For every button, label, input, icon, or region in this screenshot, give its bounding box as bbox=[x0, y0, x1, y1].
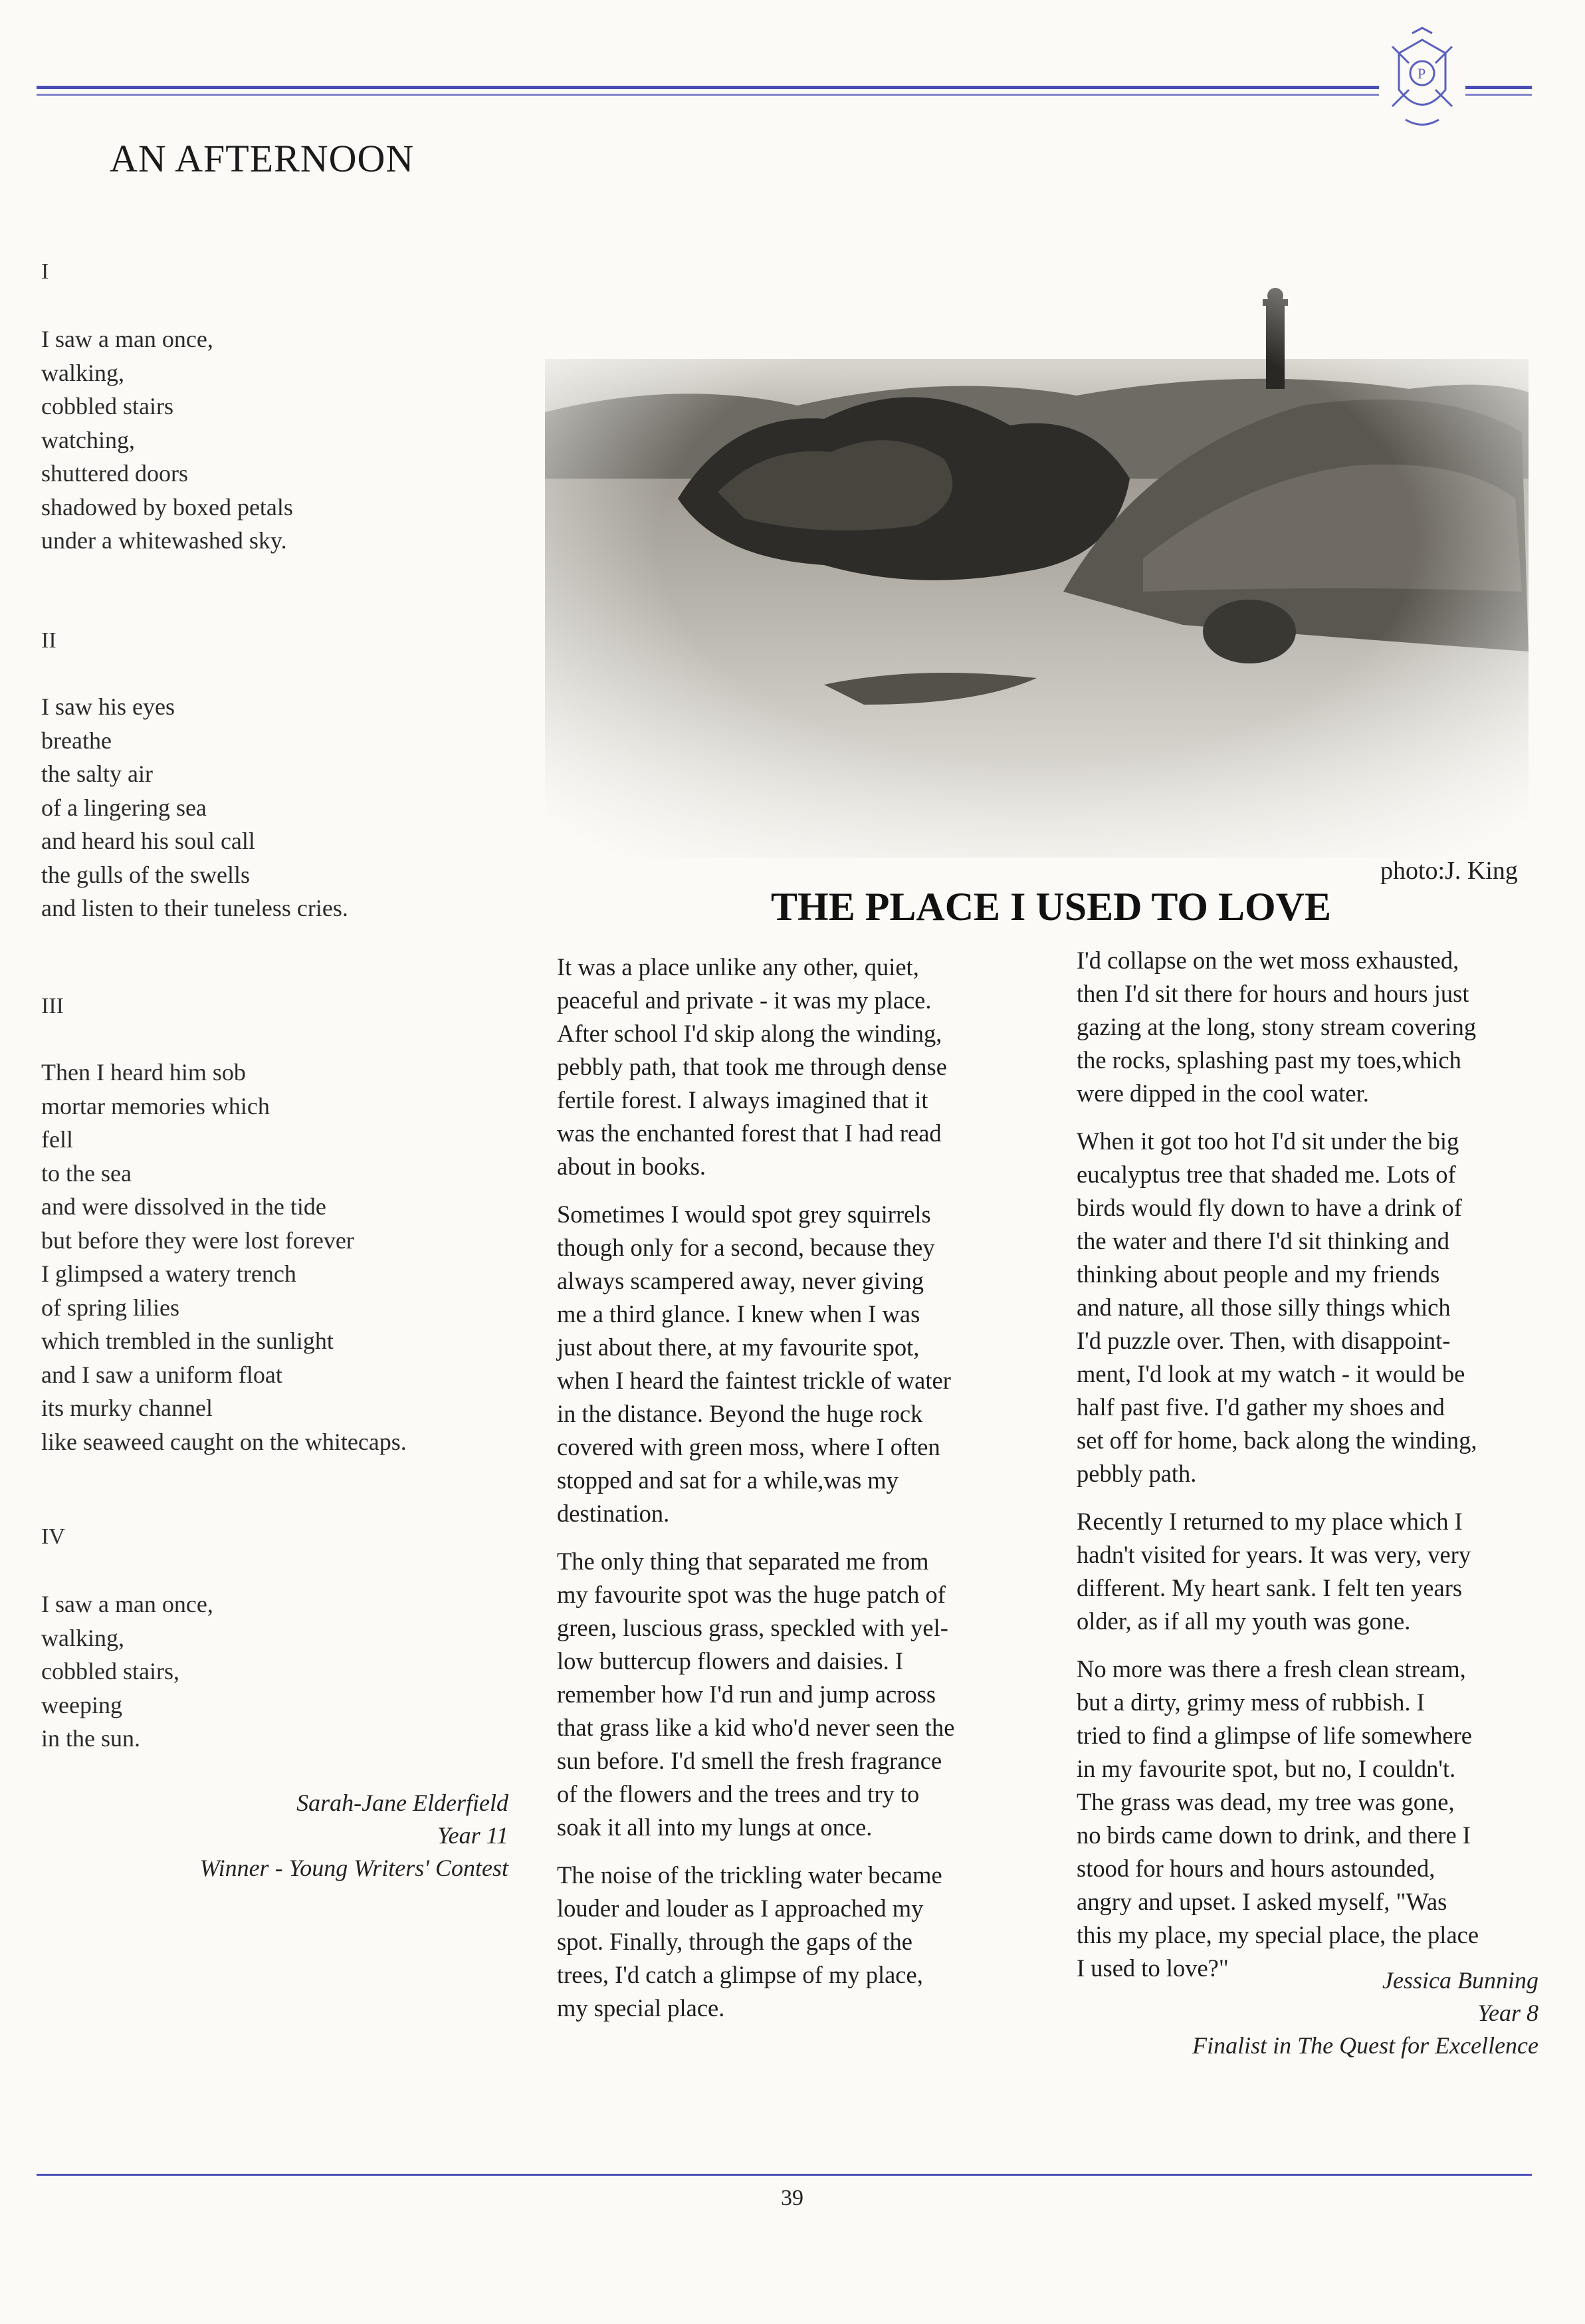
text-line: louder and louder as I approached my bbox=[557, 1895, 924, 1922]
poem-line: shuttered doors bbox=[41, 460, 188, 487]
story-paragraph bbox=[557, 1859, 955, 2025]
poem-line: of spring lilies bbox=[41, 1294, 179, 1321]
poem-line: fell bbox=[41, 1126, 73, 1153]
text-line: in my favourite spot, but no, I couldn't. bbox=[1077, 1755, 1456, 1782]
text-line: was the enchanted forest that I had read bbox=[557, 1119, 942, 1147]
poem-line: the salty air bbox=[41, 760, 153, 787]
text-line: stood for hours and hours astounded, bbox=[1077, 1855, 1435, 1882]
poem-line: and were dissolved in the tide bbox=[41, 1193, 326, 1220]
photo-credit: photo:J. King bbox=[1380, 857, 1518, 885]
text-line: me a third glance. I knew when I was bbox=[557, 1300, 920, 1328]
text-line: No more was there a fresh clean stream, bbox=[1077, 1655, 1466, 1683]
poem-title: AN AFTERNOON bbox=[110, 137, 415, 180]
poem-line: I saw a man once, bbox=[41, 1591, 213, 1617]
poem-credit bbox=[200, 1787, 508, 1885]
text-line: sun before. I'd smell the fresh fragrance bbox=[557, 1747, 942, 1774]
text-line: Recently I returned to my place which I bbox=[1077, 1508, 1463, 1535]
text-line: the rocks, splashing past my toes,which bbox=[1077, 1046, 1461, 1074]
text-line: just about there, at my favourite spot, bbox=[557, 1334, 920, 1361]
poem-line: and heard his soul call bbox=[41, 828, 255, 854]
author-award: Finalist in The Quest for Excellence bbox=[1192, 2032, 1538, 2059]
landscape-photo bbox=[545, 279, 1529, 858]
text-line: hadn't visited for years. It was very, very bbox=[1077, 1541, 1471, 1568]
poem-line: cobbled stairs, bbox=[41, 1658, 179, 1685]
text-line: eucalyptus tree that shaded me. Lots of bbox=[1077, 1161, 1456, 1188]
story-paragraph bbox=[557, 951, 955, 1183]
poem-section-numeral: III bbox=[41, 994, 64, 1018]
footer-rule bbox=[37, 2174, 1532, 2176]
poem-line: in the sun. bbox=[41, 1725, 140, 1752]
text-line: The grass was dead, my tree was gone, bbox=[1077, 1788, 1455, 1815]
text-line: Sometimes I would spot grey squirrels bbox=[557, 1201, 931, 1228]
text-line: covered with green moss, where I often bbox=[557, 1433, 940, 1460]
poem-line: breathe bbox=[41, 727, 112, 754]
text-line: The only thing that separated me from bbox=[557, 1548, 929, 1575]
poem-line: shadowed by boxed petals bbox=[41, 493, 293, 521]
story-credit bbox=[1192, 1964, 1538, 2062]
text-line: my favourite spot was the huge patch of bbox=[557, 1581, 946, 1608]
text-line: different. My heart sank. I felt ten years bbox=[1077, 1574, 1463, 1601]
poem-line: watching, bbox=[41, 426, 135, 453]
text-line: destination. bbox=[557, 1500, 670, 1527]
poem-section-numeral: II bbox=[41, 628, 56, 653]
text-line: the water and there I'd sit thinking and bbox=[1077, 1227, 1450, 1254]
text-line: about in books. bbox=[557, 1153, 706, 1180]
text-line: soak it all into my lungs at once. bbox=[557, 1813, 873, 1841]
text-line: this my place, my special place, the place bbox=[1077, 1921, 1479, 1948]
text-line: when I heard the faintest trickle of water bbox=[557, 1367, 951, 1394]
poem-line: and I saw a uniform float bbox=[41, 1361, 282, 1388]
text-line: remember how I'd run and jump across bbox=[557, 1681, 936, 1708]
poem-line: I saw a man once, bbox=[41, 326, 213, 352]
poem-line: like seaweed caught on the whitecaps. bbox=[41, 1428, 407, 1455]
text-line: pebbly path. bbox=[1077, 1460, 1197, 1487]
poem-line: walking, bbox=[41, 1624, 124, 1651]
page-number: 39 bbox=[781, 2186, 803, 2210]
text-line: and nature, all those silly things which bbox=[1077, 1294, 1451, 1321]
text-line: It was a place unlike any other, quiet, bbox=[557, 953, 919, 981]
text-line: set off for home, back along the winding, bbox=[1077, 1427, 1477, 1454]
text-line: angry and upset. I asked myself, "Was bbox=[1077, 1888, 1447, 1915]
text-line: fertile forest. I always imagined that it bbox=[557, 1086, 928, 1113]
story-title: THE PLACE I USED TO LOVE bbox=[771, 885, 1332, 929]
poem-line: its murky channel bbox=[41, 1395, 213, 1421]
poem-line: I glimpsed a watery trench bbox=[41, 1260, 296, 1287]
poem-line: mortar memories which bbox=[41, 1092, 270, 1119]
poem-section-numeral: IV bbox=[41, 1524, 65, 1549]
story-column-left bbox=[557, 951, 955, 2039]
poem-line: of a lingering sea bbox=[41, 794, 207, 821]
text-line: were dipped in the cool water. bbox=[1077, 1080, 1369, 1107]
text-line: always scampered away, never giving bbox=[557, 1267, 924, 1294]
text-line: trees, I'd catch a glimpse of my place, bbox=[557, 1961, 923, 1988]
text-line: half past five. I'd gather my shoes and bbox=[1077, 1393, 1445, 1421]
poem-line: to the sea bbox=[41, 1159, 132, 1187]
poem-line: Then I heard him sob bbox=[41, 1059, 246, 1086]
text-line: gazing at the long, stony stream covering bbox=[1077, 1013, 1477, 1040]
school-crest-icon bbox=[1379, 27, 1465, 133]
text-line: my special place. bbox=[557, 1994, 725, 2022]
text-line: pebbly path, that took me through dense bbox=[557, 1053, 947, 1080]
header-rule bbox=[37, 86, 1532, 89]
poem-stanza bbox=[41, 1056, 407, 1458]
text-line: I used to love?" bbox=[1077, 1954, 1229, 1982]
text-line: stopped and sat for a while,was my bbox=[557, 1466, 898, 1494]
poem-line: the gulls of the swells bbox=[41, 861, 250, 888]
text-line: though only for a second, because they bbox=[557, 1234, 935, 1261]
header-rule-thin bbox=[37, 94, 1532, 96]
text-line: ment, I'd look at my watch - it would be bbox=[1077, 1360, 1465, 1387]
text-line: green, luscious grass, speckled with yel- bbox=[557, 1614, 948, 1641]
author-name: Sarah-Jane Elderfield bbox=[296, 1790, 508, 1816]
poem-line: I saw his eyes bbox=[41, 693, 175, 720]
poem-line: which trembled in the sunlight bbox=[41, 1328, 334, 1354]
author-name: Jessica Bunning bbox=[1382, 1967, 1538, 1994]
poem-line: cobbled stairs bbox=[41, 393, 173, 419]
text-line: low buttercup flowers and daisies. I bbox=[557, 1647, 903, 1675]
text-line: I'd collapse on the wet moss exhausted, bbox=[1077, 947, 1459, 974]
text-line: then I'd sit there for hours and hours just bbox=[1077, 980, 1469, 1007]
story-paragraph bbox=[1077, 1505, 1479, 1638]
text-line: older, as if all my youth was gone. bbox=[1077, 1607, 1411, 1635]
text-line: birds would fly down to have a drink of bbox=[1077, 1194, 1462, 1221]
author-year: Year 8 bbox=[1477, 2000, 1538, 2026]
poem-stanza bbox=[41, 322, 293, 558]
text-line: peaceful and private - it was my place. bbox=[557, 987, 932, 1014]
text-line: thinking about people and my friends bbox=[1077, 1260, 1440, 1288]
author-year: Year 11 bbox=[437, 1822, 508, 1849]
text-line: When it got too hot I'd sit under the big bbox=[1077, 1127, 1459, 1155]
svg-text:P: P bbox=[1418, 65, 1426, 82]
text-line: tried to find a glimpse of life somewhere bbox=[1077, 1722, 1472, 1749]
poem-line: but before they were lost forever bbox=[41, 1226, 354, 1254]
text-line: The noise of the trickling water became bbox=[557, 1861, 942, 1889]
text-line: no birds came down to drink, and there I bbox=[1077, 1821, 1471, 1849]
author-award: Winner - Young Writers' Contest bbox=[199, 1855, 508, 1881]
poem-stanza bbox=[41, 1587, 213, 1756]
text-line: but a dirty, grimy mess of rubbish. I bbox=[1077, 1688, 1425, 1716]
story-paragraph bbox=[1077, 1125, 1479, 1490]
text-line: spot. Finally, through the gaps of the bbox=[557, 1928, 912, 1955]
text-line: I'd puzzle over. Then, with disappoint- bbox=[1077, 1327, 1451, 1354]
story-paragraph bbox=[1077, 1653, 1479, 1985]
poem-section-numeral: I bbox=[41, 259, 49, 284]
poem-line: weeping bbox=[41, 1691, 122, 1718]
story-paragraph bbox=[1077, 944, 1479, 1110]
poem-stanza bbox=[41, 690, 348, 925]
poem-line: walking, bbox=[41, 359, 124, 386]
text-line: that grass like a kid who'd never seen the bbox=[557, 1714, 955, 1741]
story-paragraph bbox=[557, 1198, 955, 1530]
poem-line: and listen to their tuneless cries. bbox=[41, 895, 348, 921]
text-line: in the distance. Beyond the huge rock bbox=[557, 1400, 923, 1427]
poem-line: under a whitewashed sky. bbox=[41, 527, 287, 554]
story-column-right bbox=[1077, 944, 1479, 2000]
story-paragraph bbox=[557, 1545, 955, 1844]
text-line: of the flowers and the trees and try to bbox=[557, 1780, 920, 1807]
text-line: After school I'd skip along the winding, bbox=[557, 1020, 942, 1047]
